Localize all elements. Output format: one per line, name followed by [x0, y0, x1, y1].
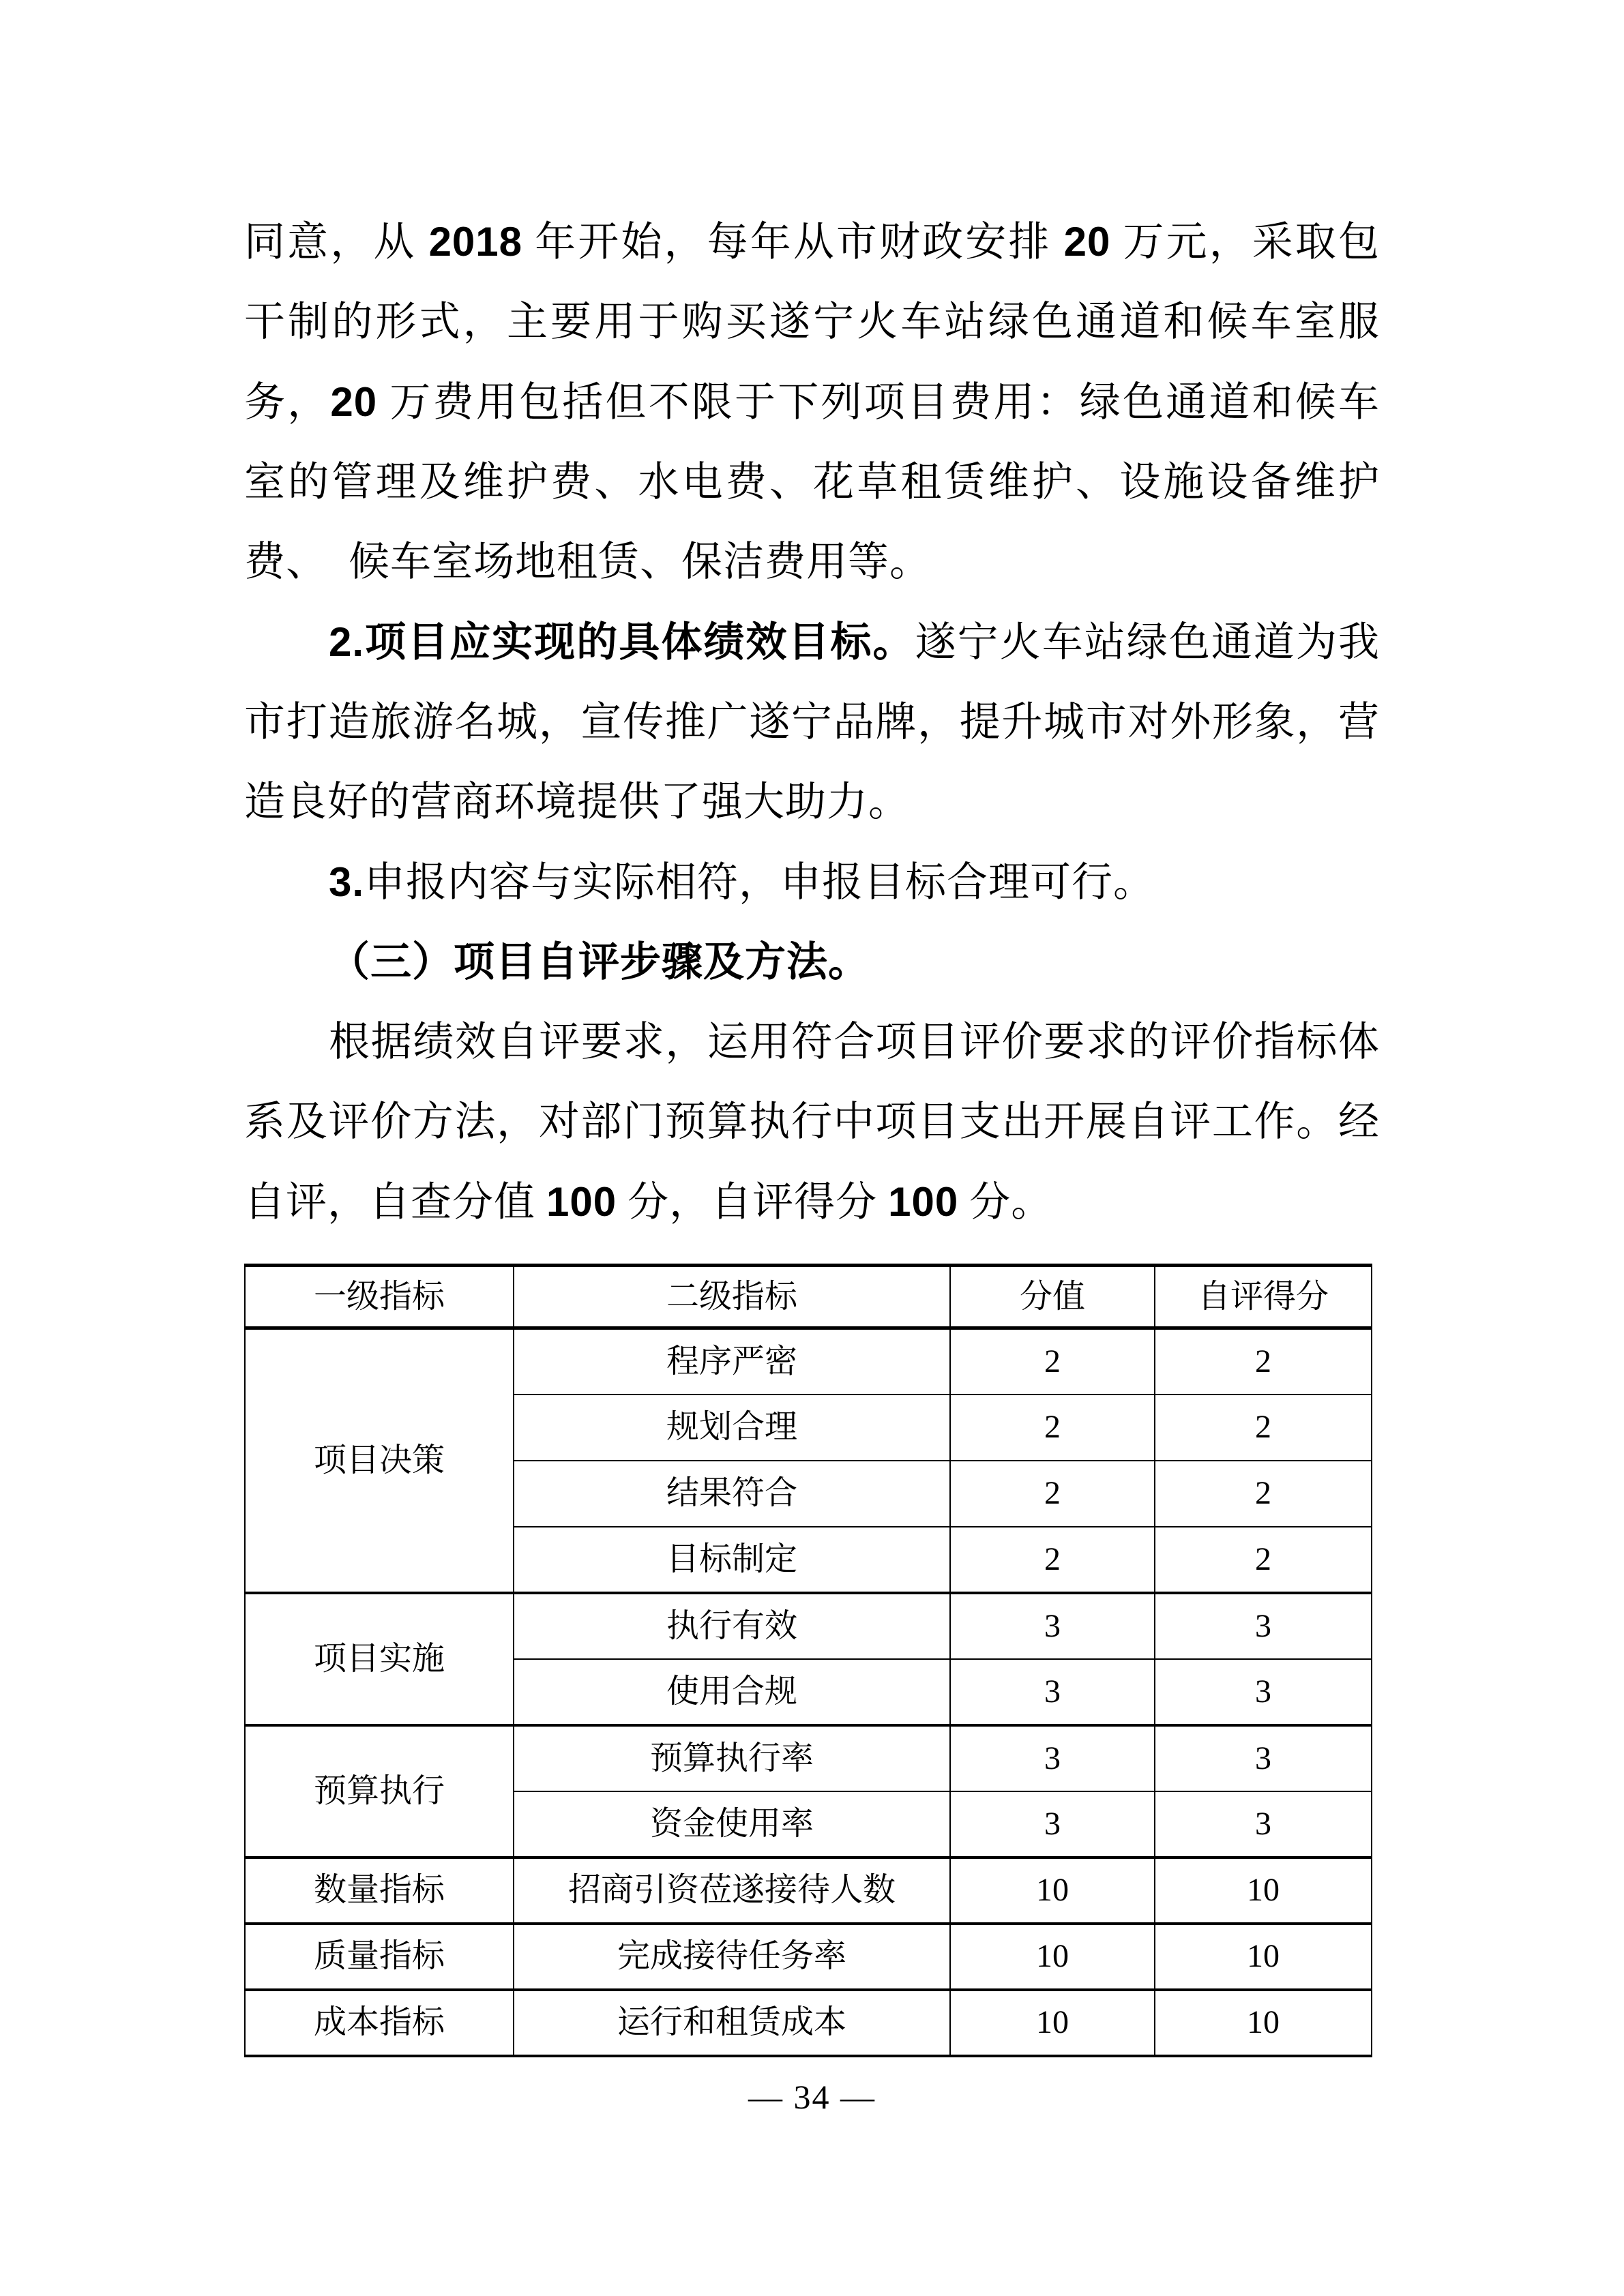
table-cell: 2 — [950, 1395, 1155, 1461]
table-header-level2-indicator: 二级指标 — [514, 1266, 950, 1328]
heading-text: （三）项目自评步骤及方法。 — [329, 940, 870, 985]
text-segment: 同意，从 — [244, 220, 429, 265]
table-row — [245, 1328, 1372, 1395]
amount-number: 20 — [330, 379, 378, 425]
table-row — [245, 1990, 1372, 2056]
table-cell: 10 — [1155, 1924, 1372, 1990]
table-cell: 目标制定 — [514, 1527, 950, 1593]
table-cell: 2 — [1155, 1461, 1372, 1527]
table-header-self-eval-score: 自评得分 — [1155, 1266, 1372, 1328]
table-cell: 3 — [950, 1791, 1155, 1858]
table-cell: 完成接待任务率 — [514, 1924, 950, 1990]
table-cell: 招商引资莅遂接待人数 — [514, 1858, 950, 1924]
table-cell: 资金使用率 — [514, 1791, 950, 1858]
table-group-label: 项目实施 — [245, 1593, 514, 1725]
year-number: 2018 — [428, 219, 523, 265]
table-cell: 3 — [1155, 1791, 1372, 1858]
text-segment: 申报内容与实际相符，申报目标合理可行。 — [364, 860, 1155, 905]
table-cell: 3 — [1155, 1593, 1372, 1659]
paragraph-funding-continuation — [244, 202, 1380, 602]
text-segment: 分。 — [958, 1180, 1053, 1225]
table-group-label: 成本指标 — [245, 1990, 514, 2056]
paragraph-self-eval-result — [244, 1002, 1380, 1242]
amount-number: 20 — [1063, 219, 1111, 265]
table-cell: 3 — [950, 1659, 1155, 1725]
table-group-label: 质量指标 — [245, 1924, 514, 1990]
text-segment: 万元，采取包干制的形式，主要用于购买遂宁火车站绿色通道和候车室服务， — [244, 220, 1380, 425]
text-segment: 遂宁火车站绿色通道为我市打造旅游名城，宣传推广遂宁品牌，提升城市对外形象，营造良好的营商环境提供了强大助力。 — [244, 620, 1380, 824]
table-cell: 10 — [1155, 1858, 1372, 1924]
text-segment: 万费用包括但不限于下列项目费用：绿色通道和候车室的管理及维护费、水电费、花草租赁维护、设施设备维护费、 候车室场地租赁、保洁费用等。 — [244, 380, 1380, 584]
table-cell: 运行和租赁成本 — [514, 1990, 950, 2056]
table-cell: 2 — [1155, 1527, 1372, 1593]
table-cell: 10 — [950, 1924, 1155, 1990]
table-cell: 使用合规 — [514, 1659, 950, 1725]
table-cell: 规划合理 — [514, 1395, 950, 1461]
table-cell: 10 — [950, 1858, 1155, 1924]
table-group-label: 预算执行 — [245, 1725, 514, 1858]
table-cell: 执行有效 — [514, 1593, 950, 1659]
table-cell: 2 — [950, 1461, 1155, 1527]
paragraph-declaration — [244, 842, 1380, 923]
table-cell: 3 — [950, 1593, 1155, 1659]
text-segment: 分，自评得分 — [617, 1180, 889, 1225]
item-number: 3. — [329, 859, 365, 905]
table-cell: 预算执行率 — [514, 1725, 950, 1791]
table-header-score-value: 分值 — [950, 1266, 1155, 1328]
score-number: 100 — [888, 1179, 959, 1225]
item-number: 2. — [329, 619, 365, 665]
table-cell: 10 — [1155, 1990, 1372, 2056]
score-number: 100 — [546, 1179, 617, 1225]
table-row — [245, 1593, 1372, 1659]
table-cell: 2 — [950, 1328, 1155, 1395]
table-header-level1-indicator: 一级指标 — [245, 1266, 514, 1328]
table-cell: 10 — [950, 1990, 1155, 2056]
table-group-label: 项目决策 — [245, 1328, 514, 1593]
table-cell: 3 — [950, 1725, 1155, 1791]
document-body — [244, 202, 1380, 1255]
table-cell: 程序严密 — [514, 1328, 950, 1395]
text-segment: 根据绩效自评要求，运用符合项目评价要求的评价指标体系及评价方法，对部门预算执行中项目支出开展自评工作。经自评，自查分值 — [244, 1019, 1380, 1225]
paragraph-performance-goal — [244, 602, 1380, 842]
bold-lead-in: 项目应实现的具体绩效目标。 — [364, 620, 915, 665]
text-segment: 年开始，每年从市财政安排 — [522, 220, 1064, 265]
table-row — [245, 1924, 1372, 1990]
section-heading-self-eval-method — [244, 923, 1380, 1002]
table-cell: 2 — [950, 1527, 1155, 1593]
table-cell: 2 — [1155, 1328, 1372, 1395]
table-row — [245, 1858, 1372, 1924]
table-cell: 结果符合 — [514, 1461, 950, 1527]
table-group-label: 数量指标 — [245, 1858, 514, 1924]
page-number: — 34 — — [748, 2078, 876, 2116]
table-cell: 2 — [1155, 1395, 1372, 1461]
self-evaluation-indicator-table — [244, 1264, 1372, 2057]
table-cell: 3 — [1155, 1725, 1372, 1791]
table-header-row — [245, 1266, 1372, 1328]
table-cell: 3 — [1155, 1659, 1372, 1725]
table-row — [245, 1725, 1372, 1791]
